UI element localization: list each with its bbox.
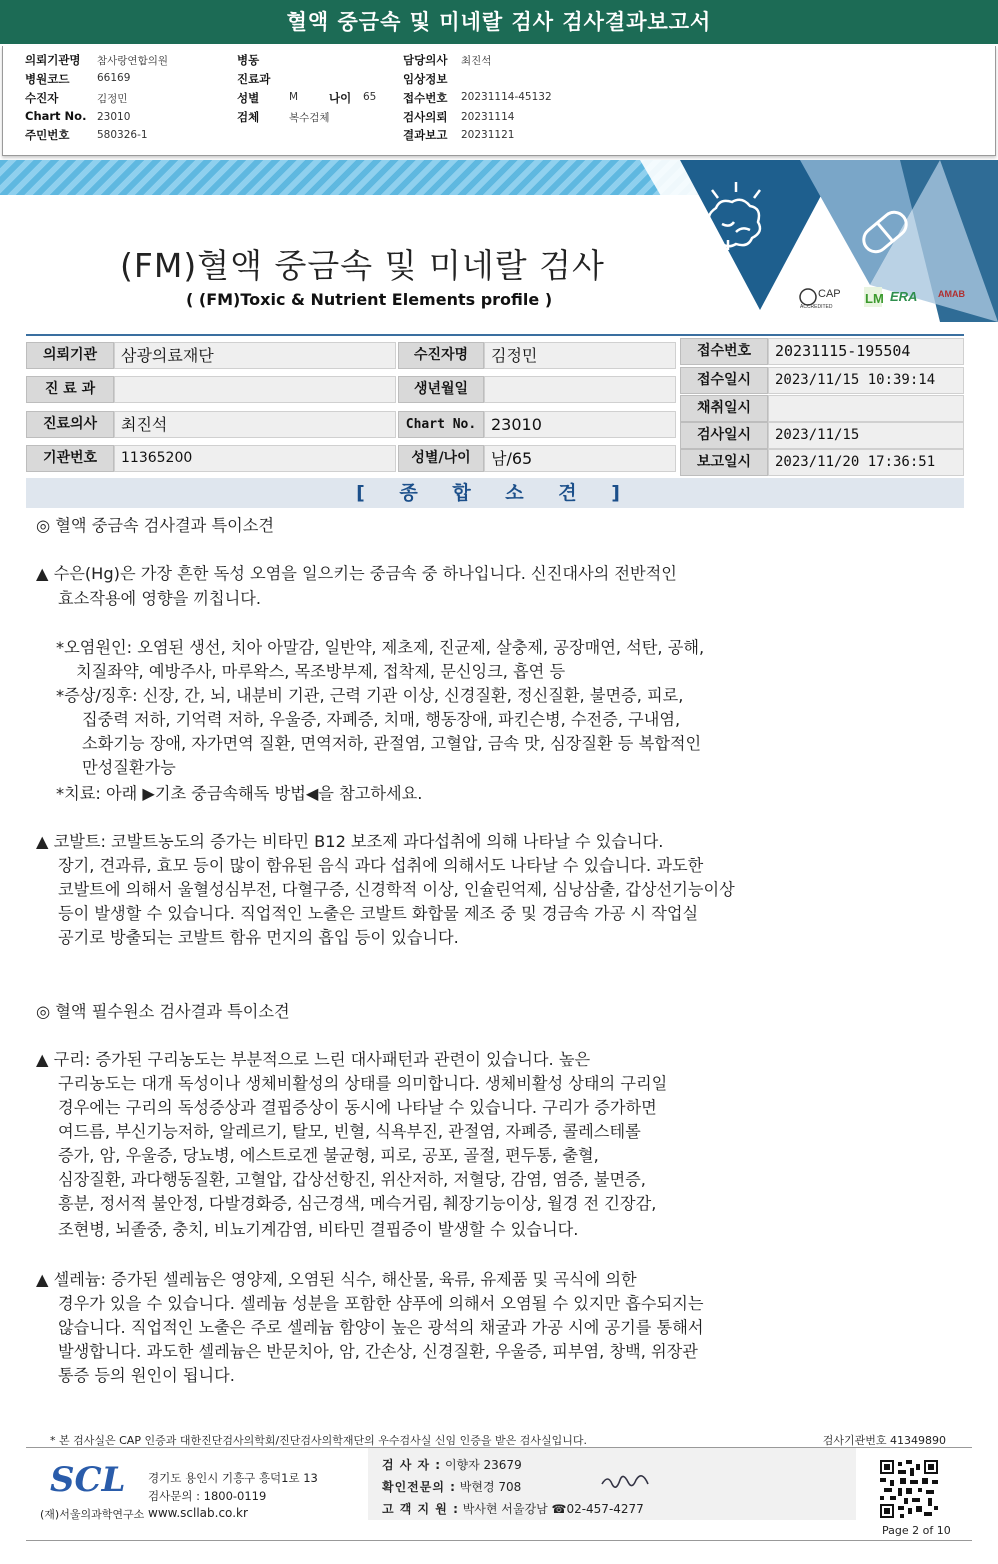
finding-line: 경우가 있을 수 있습니다. 셀레늄 성분을 포함한 샴푸에 의해서 오염될 수 있지만 흡수되지는 (58, 1294, 704, 1313)
finding-line: ▲ 셀레늄: 증가된 셀레늄은 영양제, 오염된 식수, 해산물, 육류, 유제품 및 곡식에 의한 (36, 1270, 637, 1289)
cap-logo: CAP (818, 288, 841, 300)
finding-line: 경우에는 구리의 독성증상과 결핍증상이 동시에 나타날 수 있습니다. 구리가 증가하면 (58, 1098, 657, 1117)
req-org-field: 의뢰기관명 참사랑연합의원 (25, 53, 169, 67)
report-info-panel (2, 46, 996, 156)
qr-code[interactable] (880, 1460, 938, 1518)
finding-line: 여드름, 부신기능저하, 알레르기, 탈모, 빈혈, 식욕부진, 관절염, 자폐증, 콜레스테롤 (58, 1122, 641, 1141)
specimen-field: 검체 복수검체 (237, 110, 330, 124)
org-value: 삼광의료재단 (114, 342, 396, 369)
accept-dt-label: 접수일시 (680, 367, 768, 394)
patient-info-table (26, 334, 964, 474)
finding-line: ◎ 혈액 중금속 검사결과 특이소견 (36, 516, 274, 535)
finding-line: 공기로 방출되는 코발트 함유 먼지의 흡입 등이 있습니다. (58, 928, 459, 947)
accreditation-note: * 본 검사실은 CAP 인증과 대한진단검사의학회/진단검사의학재단의 우수검사실 신임 인증을 받은 검사실입니다. (50, 1434, 588, 1447)
report-title: 혈액 중금속 및 미네랄 검사 검사결과보고서 (0, 0, 998, 44)
finding-line: ▲ 구리: 증가된 구리농도는 부분적으로 느린 대사패턴과 관련이 있습니다. 높은 (36, 1050, 591, 1069)
sexage-label: 성별/나이 (398, 445, 484, 472)
accreditation-logos (798, 283, 966, 311)
finding-line: ◎ 혈액 필수원소 검사결과 특이소견 (36, 1002, 290, 1021)
sexage-value: 남/65 (484, 445, 676, 472)
dept-value (114, 376, 396, 403)
chart-value: 23010 (484, 411, 676, 438)
lab-phone: 검사문의 : 1800-0119 (148, 1489, 267, 1503)
name-value: 김정민 (484, 342, 676, 369)
finding-line: 코발트에 의해서 울혈성심부전, 다혈구증, 신경학적 이상, 인슐린억제, 심낭삼출, 갑상선기능이상 (58, 880, 735, 899)
accept-field: 접수번호 20231114-45132 (403, 91, 552, 105)
finding-line: *오염원인: 오염된 생선, 치아 아말감, 일반약, 제초제, 진균제, 살충제, 공장매연, 석탄, 공해, (56, 638, 705, 657)
collect-label: 채취일시 (680, 395, 768, 422)
summary-header: [ 종 합 소 견 ] (26, 478, 964, 508)
finding-line: 치질좌약, 예방주사, 마루왁스, 목조방부제, 접착제, 문신잉크, 흡연 등 (76, 662, 566, 681)
doctor-label: 진료의사 (26, 411, 114, 438)
finding-line: ▲ 코발트: 코발트농도의 증가는 비타민 B12 보조제 과다섭취에 의해 나타날 수 있습니다. (36, 832, 664, 851)
doctor-value: 최진석 (114, 411, 396, 438)
finding-line: ▲ 수은(Hg)은 가장 흔한 독성 오염을 일으키는 중금속 중 하나입니다. 신진대사의 전반적인 (36, 564, 677, 583)
finding-line: 효소작용에 영향을 끼칩니다. (58, 589, 262, 608)
finding-line: 만성질환가능 (82, 758, 176, 777)
dept-label: 진 료 과 (26, 376, 114, 403)
finding-line: *증상/징후: 신장, 간, 뇌, 내분비 기관, 근력 기관 이상, 신경질환, 정신질환, 불면증, 피로, (56, 686, 684, 705)
request-field: 검사의뢰 20231114 (403, 110, 515, 124)
accept-no-label: 접수번호 (680, 338, 768, 365)
dept-field: 진료과 (237, 72, 271, 86)
accept-dt-value: 2023/11/15 10:39:14 (768, 367, 964, 394)
finding-line: 발생합니다. 과도한 셀레늄은 반문치아, 암, 간손상, 신경질환, 우울증, 피부염, 창백, 위장관 (58, 1342, 698, 1361)
finding-line: 않습니다. 직업적인 노출은 주로 셀레늄 함양이 높은 광석의 채굴과 가공 시에 공기를 통해서 (58, 1318, 704, 1337)
page-number: Page 2 of 10 (882, 1524, 951, 1537)
result-field: 결과보고 20231121 (403, 128, 515, 142)
svg-text:ACCREDITED: ACCREDITED (800, 304, 833, 310)
inst-label: 기관번호 (26, 445, 114, 472)
institution-number: 검사기관번호 41349890 (822, 1434, 946, 1447)
finding-line: 통증 등의 원인이 됩니다. (58, 1366, 235, 1385)
birth-value (484, 376, 676, 403)
lm-logo: LM (865, 291, 884, 306)
finding-line: 장기, 견과류, 효모 등이 많이 함유된 음식 과다 섭취에 의해서도 나타날 수 있습니다. 과도한 (58, 856, 704, 875)
doctor-field: 담당의사 최진석 (403, 53, 492, 67)
test-dt-label: 검사일시 (680, 422, 768, 449)
birth-label: 생년월일 (398, 376, 484, 403)
chart-label: Chart No. (398, 411, 484, 438)
clinical-field: 임상정보 (403, 72, 448, 86)
name-label: 수진자명 (398, 342, 484, 369)
hosp-code-field: 병원코드 66169 (25, 72, 131, 86)
finding-line: 증가, 암, 우울증, 당뇨병, 에스트로겐 불균형, 피로, 공포, 골절, 편두통, 출혈, (58, 1146, 599, 1165)
scl-logo: SCL (50, 1460, 126, 1500)
accept-no-value: 20231115-195504 (768, 338, 964, 365)
finding-line: 소화기능 장애, 자가면역 질환, 면역저하, 관절염, 고혈압, 금속 맛, 심장질환 등 복합적인 (82, 734, 702, 753)
report-dt-label: 보고일시 (680, 449, 768, 476)
signature-image (598, 1470, 656, 1494)
support-line: 고 객 지 원 : 박사현 서울강남 ☎02-457-4277 (382, 1502, 644, 1516)
amab-logo: AMAB (938, 289, 965, 299)
lab-website[interactable]: www.scllab.co.kr (148, 1506, 248, 1520)
receiver-field: 수진자 김정민 (25, 91, 128, 105)
org-label: 의뢰기관 (26, 342, 114, 369)
expert-line: 확인전문의 : 박현경 708 (382, 1480, 522, 1494)
report-dt-value: 2023/11/20 17:36:51 (768, 449, 964, 476)
finding-line: 구리농도는 대개 독성이나 생체비활성의 상태를 의미합니다. 생체비활성 상태의 구리일 (58, 1074, 668, 1093)
tester-line: 검 사 자 : 이향자 23679 (382, 1458, 522, 1472)
finding-line: 심장질환, 과다행동질환, 고혈압, 갑상선항진, 위산저하, 저혈당, 감염, 염증, 불면증, (58, 1170, 646, 1189)
scl-name: (재)서울의과학연구소 (40, 1508, 145, 1521)
page-bottom-line (26, 1540, 972, 1541)
resident-field: 주민번호 580326-1 (25, 128, 148, 142)
finding-line: 등이 발생할 수 있습니다. 직업적인 노출은 코발트 화합물 제조 중 및 경금속 가공 시 작업실 (58, 904, 699, 923)
inst-value: 11365200 (114, 445, 396, 472)
era-logo: ERA (890, 289, 918, 304)
collect-value (768, 395, 964, 422)
finding-line: 집중력 저하, 기억력 저하, 우울증, 자폐증, 치매, 행동장애, 파킨슨병, 수전증, 구내염, (82, 710, 681, 729)
finding-line: *치료: 아래 ▶기초 중금속해독 방법◀을 참고하세요. (56, 784, 423, 803)
chart-field: Chart No. 23010 (25, 109, 131, 123)
test-dt-value: 2023/11/15 (768, 422, 964, 449)
age-field: 나이 65 (329, 91, 377, 105)
sex-field: 성별 M (237, 91, 299, 105)
lab-address: 경기도 용인시 기흥구 흥덕1로 13 (148, 1471, 318, 1485)
test-subtitle: ( (FM)Toxic & Nutrient Elements profile ) (186, 290, 553, 309)
ward-field: 병동 (237, 53, 260, 67)
test-title: (FM)혈액 중금속 및 미네랄 검사 (120, 246, 605, 285)
finding-line: 조현병, 뇌졸중, 충치, 비뇨기계감염, 비타민 결핍증이 발생할 수 있습니다. (58, 1220, 579, 1239)
finding-line: 흥분, 정서적 불안정, 다발경화증, 심근경색, 메슥거림, 췌장기능이상, 월경 전 긴장감, (58, 1194, 657, 1213)
